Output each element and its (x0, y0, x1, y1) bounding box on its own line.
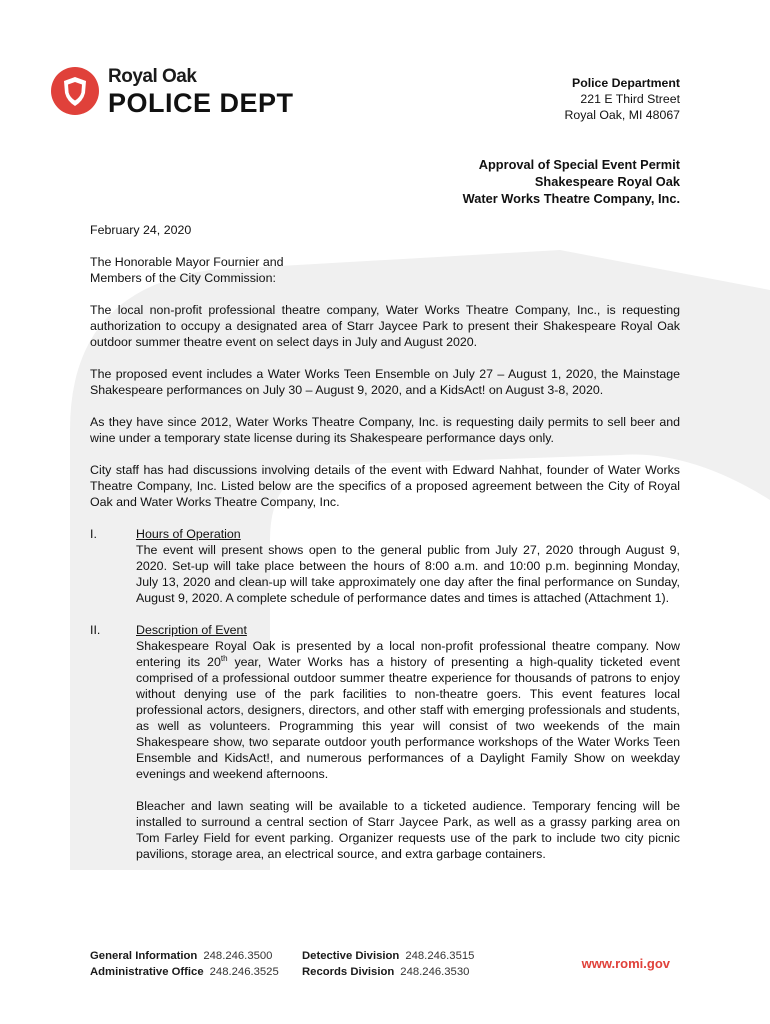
footer-phone: 248.246.3530 (400, 966, 470, 978)
section-text: The event will present shows open to the general public from July 27, 2020 through August 9, 2020. Set-up will take place between the hours of 8:00 a.m. and 10:00 p.m. beginning Monday, July 13, 2020 and clean-up will take approximately one day after the final performance on Sunday, August 9, 2020. A complete schedule of performance dates and times is attached (Attachment 1). (136, 543, 680, 605)
section-text: Bleacher and lawn seating will be available to a ticketed audience. Temporary fencing will be installed to surround a central section of Starr Jaycee Park, as well as a grassy parking area on Tom Farley Field for event parking. Organizer requests use of the park to include two city picnic pavilions, storage area, an electrical source, and extra garbage containers. (136, 799, 680, 861)
footer-label: Detective Division (302, 950, 400, 962)
department-name: Police Department (572, 76, 680, 90)
letter-body (90, 222, 680, 878)
ordinal-suffix: th (220, 653, 228, 663)
section-description-of-event (90, 622, 680, 862)
subject-line: Approval of Special Event Permit (478, 157, 680, 172)
section-number: I. (90, 527, 97, 541)
body-paragraph: City staff has had discussions involving details of the event with Edward Nahhat, founder of Water Works Theatre Company, Inc. Listed below are the specifics of a proposed agreement between the City of Royal Oak and Water Works Theatre Company, Inc. (90, 463, 680, 509)
salutation-line: Members of the City Commission: (90, 271, 276, 285)
section-text-part: Shakespeare Royal Oak is presented by a local non-profit professional theatre company. Now entering its 20 (136, 639, 680, 669)
letter-subject (463, 156, 680, 207)
section-hours-of-operation (90, 526, 680, 606)
subject-line: Shakespeare Royal Oak (534, 174, 680, 189)
logo-royal-oak-text: Royal Oak (108, 66, 197, 87)
footer-contacts-right (302, 948, 474, 980)
body-paragraph: The proposed event includes a Water Works Teen Ensemble on July 27 – August 1, 2020, the Mainstage Shakespeare performances on July 30 – August 9, 2020, and a KidsAct! on August 3-8, 2020. (90, 367, 680, 397)
department-city: Royal Oak, MI 48067 (564, 108, 680, 122)
footer-phone: 248.246.3525 (209, 966, 279, 978)
police-badge-icon (50, 66, 100, 116)
section-text-part: year, Water Works has a history of presenting a high-quality ticketed event comprised of a professional outdoor summer theatre experience for thousands of patrons to enjoy without denying use of the park facilities to non-theatre goers. This event features local professional actors, designers, directors, and other staff with emerging professionals and students, as well as volunteers. Programming this year will consist of two weekends of the main Shakespeare show, two separate outdoor youth performance workshops of the Water Works Teen Ensemble and KidsAct!, and numerous performances of a Daylight Family Show on weekday evenings and weekend afternoons. (136, 655, 680, 781)
footer-phone: 248.246.3500 (203, 950, 273, 962)
footer-contacts-left (90, 948, 279, 980)
footer-label: Administrative Office (90, 966, 204, 978)
footer-phone: 248.246.3515 (405, 950, 475, 962)
logo-police-dept-text: POLICE DEPT (108, 88, 294, 118)
department-address (564, 75, 680, 123)
letter-date: February 24, 2020 (90, 223, 192, 237)
section-heading: Description of Event (136, 623, 247, 637)
body-paragraph: The local non-profit professional theatre company, Water Works Theatre Company, Inc., is requesting authorization to occupy a designated area of Starr Jaycee Park to present their Shakespeare Royal Oak outdoor summer theatre event on select days in July and August 2020. (90, 303, 680, 349)
body-paragraph: As they have since 2012, Water Works Theatre Company, Inc. is requesting daily permits to sell beer and wine under a temporary state license during its Shakespeare performance days only. (90, 415, 680, 445)
salutation (90, 254, 680, 286)
letter-footer (90, 948, 670, 982)
footer-label: General Information (90, 950, 198, 962)
section-text (136, 638, 680, 782)
website-link[interactable]: www.romi.gov (581, 956, 670, 971)
section-heading: Hours of Operation (136, 527, 241, 541)
section-number: II. (90, 623, 101, 637)
subject-line: Water Works Theatre Company, Inc. (462, 191, 680, 206)
salutation-line: The Honorable Mayor Fournier and (90, 255, 284, 269)
department-street: 221 E Third Street (580, 92, 680, 106)
footer-label: Records Division (302, 966, 395, 978)
